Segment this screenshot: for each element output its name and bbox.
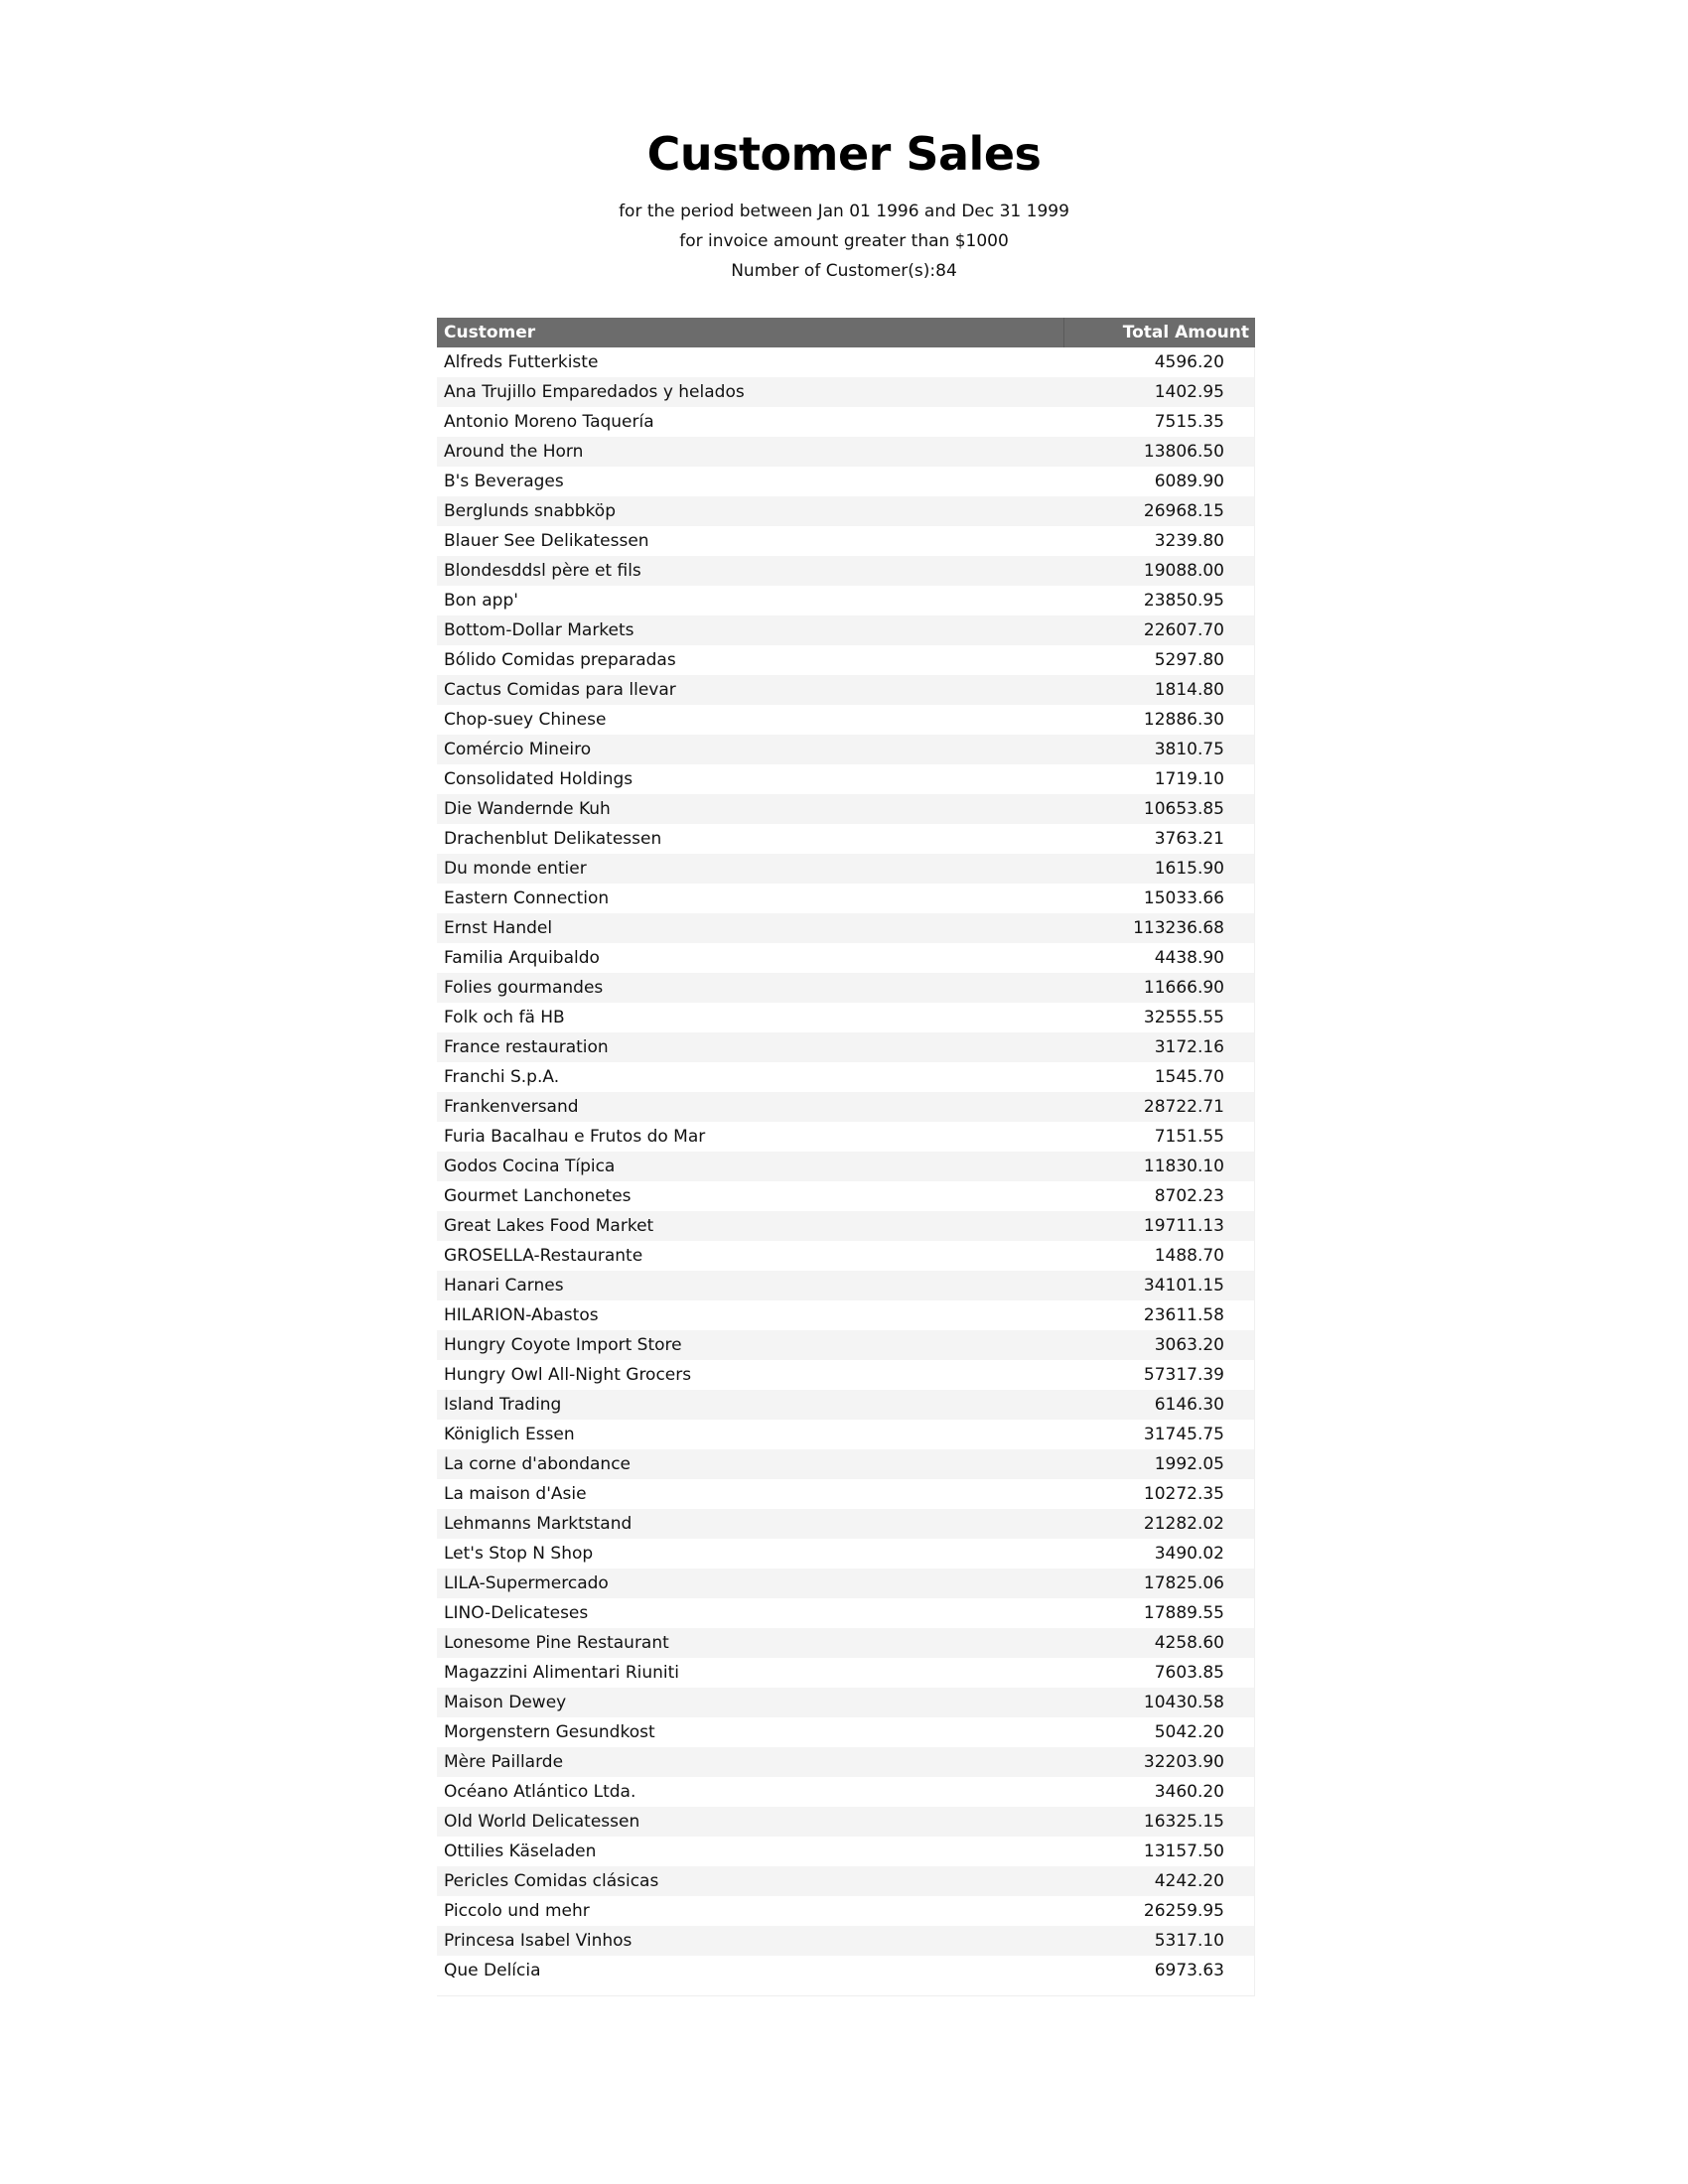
table-row (437, 735, 1254, 764)
table-row (437, 1420, 1254, 1449)
filter-text: for invoice amount greater than $1000 (679, 231, 1009, 251)
total-amount: 10272.35 (1143, 1484, 1224, 1504)
table-row (437, 1837, 1254, 1866)
total-amount: 32555.55 (1143, 1008, 1224, 1027)
total-amount: 31745.75 (1143, 1425, 1224, 1444)
table-row (437, 1807, 1254, 1837)
table-row (437, 1509, 1254, 1539)
table-row (437, 1866, 1254, 1896)
customer-name: Bottom-Dollar Markets (444, 620, 634, 640)
table-row (437, 1777, 1254, 1807)
table-body (437, 347, 1255, 1996)
column-header-total-amount: Total Amount (1122, 323, 1249, 342)
total-amount: 23611.58 (1143, 1305, 1224, 1325)
customer-name: Consolidated Holdings (444, 769, 633, 789)
customer-name: LINO-Delicateses (444, 1603, 589, 1623)
table-row (437, 1926, 1254, 1956)
total-amount: 13806.50 (1143, 442, 1224, 462)
sales-table (437, 318, 1255, 1996)
table-row (437, 1479, 1254, 1509)
total-amount: 19711.13 (1143, 1216, 1224, 1236)
customer-name: Alfreds Futterkiste (444, 352, 599, 372)
total-amount: 1992.05 (1154, 1454, 1224, 1474)
customer-name: Hanari Carnes (444, 1276, 564, 1296)
table-row (437, 1658, 1254, 1688)
total-amount: 10653.85 (1143, 799, 1224, 819)
table-row (437, 615, 1254, 645)
table-row (437, 973, 1254, 1003)
total-amount: 1615.90 (1154, 859, 1224, 879)
customer-name: Eastern Connection (444, 888, 610, 908)
table-row (437, 1628, 1254, 1658)
total-amount: 1545.70 (1154, 1067, 1224, 1087)
total-amount: 7603.85 (1154, 1663, 1224, 1683)
customer-name: B's Beverages (444, 472, 564, 491)
customer-name: France restauration (444, 1037, 609, 1057)
total-amount: 10430.58 (1143, 1693, 1224, 1712)
table-row (437, 1956, 1254, 1985)
table-row (437, 1300, 1254, 1330)
table-row (437, 467, 1254, 496)
report-title: Customer Sales (646, 127, 1042, 181)
total-amount: 19088.00 (1143, 561, 1224, 581)
customer-name: Lehmanns Marktstand (444, 1514, 633, 1534)
customer-name: Familia Arquibaldo (444, 948, 600, 968)
total-amount: 34101.15 (1143, 1276, 1224, 1296)
total-amount: 4438.90 (1154, 948, 1224, 968)
customer-name: Frankenversand (444, 1097, 579, 1117)
table-row (437, 1598, 1254, 1628)
customer-name: Berglunds snabbköp (444, 501, 616, 521)
total-amount: 5297.80 (1154, 650, 1224, 670)
customer-name: Blondesddsl père et fils (444, 561, 641, 581)
total-amount: 13157.50 (1143, 1842, 1224, 1861)
customer-name: Ottilies Käseladen (444, 1842, 597, 1861)
table-row (437, 437, 1254, 467)
customer-name: La corne d'abondance (444, 1454, 632, 1474)
customer-name: Ernst Handel (444, 918, 553, 938)
total-amount: 5042.20 (1154, 1722, 1224, 1742)
period-text: for the period between Jan 01 1996 and Dec 31 1999 (619, 202, 1069, 221)
table-row (437, 1122, 1254, 1152)
total-amount: 6089.90 (1154, 472, 1224, 491)
customer-name: Old World Delicatessen (444, 1812, 640, 1832)
total-amount: 8702.23 (1154, 1186, 1224, 1206)
customer-name: Mère Paillarde (444, 1752, 564, 1772)
table-row (437, 1152, 1254, 1181)
total-amount: 6973.63 (1154, 1961, 1224, 1980)
customer-name: Great Lakes Food Market (444, 1216, 654, 1236)
customer-name: Hungry Owl All-Night Grocers (444, 1365, 692, 1385)
column-header-customer: Customer (437, 318, 1064, 347)
total-amount: 23850.95 (1143, 591, 1224, 611)
total-amount: 12886.30 (1143, 710, 1224, 730)
table-row (437, 645, 1254, 675)
total-amount: 5317.10 (1154, 1931, 1224, 1951)
customer-name: Gourmet Lanchonetes (444, 1186, 632, 1206)
customer-name: Bon app' (444, 591, 518, 611)
table-row (437, 1688, 1254, 1717)
total-amount: 1719.10 (1154, 769, 1224, 789)
table-row (437, 1539, 1254, 1569)
table-row (437, 824, 1254, 854)
table-row (437, 1330, 1254, 1360)
customer-name: Chop-suey Chinese (444, 710, 607, 730)
table-row (437, 1032, 1254, 1062)
table-row (437, 1896, 1254, 1926)
customer-name: Comércio Mineiro (444, 740, 592, 759)
customer-name: Drachenblut Delikatessen (444, 829, 662, 849)
total-amount: 6146.30 (1154, 1395, 1224, 1415)
customer-name: Franchi S.p.A. (444, 1067, 560, 1087)
total-amount: 15033.66 (1143, 888, 1224, 908)
table-row (437, 884, 1254, 913)
total-amount: 4242.20 (1154, 1871, 1224, 1891)
total-amount: 32203.90 (1143, 1752, 1224, 1772)
total-amount: 3490.02 (1154, 1544, 1224, 1564)
total-amount: 3460.20 (1154, 1782, 1224, 1802)
table-row (437, 1569, 1254, 1598)
customer-name: Blauer See Delikatessen (444, 531, 649, 551)
total-amount: 4596.20 (1154, 352, 1224, 372)
total-amount: 3172.16 (1154, 1037, 1224, 1057)
total-amount: 7151.55 (1154, 1127, 1224, 1147)
total-amount: 17825.06 (1143, 1573, 1224, 1593)
total-amount: 3810.75 (1154, 740, 1224, 759)
table-row (437, 1211, 1254, 1241)
total-amount: 28722.71 (1143, 1097, 1224, 1117)
customer-name: GROSELLA-Restaurante (444, 1246, 643, 1266)
total-amount: 7515.35 (1154, 412, 1224, 432)
table-row (437, 943, 1254, 973)
customer-name: Let's Stop N Shop (444, 1544, 594, 1564)
table-row (437, 496, 1254, 526)
total-amount: 11830.10 (1143, 1157, 1224, 1176)
customer-name: Furia Bacalhau e Frutos do Mar (444, 1127, 706, 1147)
customer-name: Hungry Coyote Import Store (444, 1335, 682, 1355)
table-row (437, 1271, 1254, 1300)
total-amount: 1488.70 (1154, 1246, 1224, 1266)
table-row (437, 526, 1254, 556)
total-amount: 3063.20 (1154, 1335, 1224, 1355)
customer-name: Morgenstern Gesundkost (444, 1722, 655, 1742)
total-amount: 22607.70 (1143, 620, 1224, 640)
total-amount: 3763.21 (1154, 829, 1224, 849)
customer-name: Around the Horn (444, 442, 584, 462)
customer-name: Ana Trujillo Emparedados y helados (444, 382, 745, 402)
total-amount: 21282.02 (1143, 1514, 1224, 1534)
table-header (437, 318, 1255, 347)
total-amount: 57317.39 (1143, 1365, 1224, 1385)
total-amount: 3239.80 (1154, 531, 1224, 551)
table-row (437, 913, 1254, 943)
customer-name: Cactus Comidas para llevar (444, 680, 676, 700)
table-row (437, 556, 1254, 586)
customer-name: Königlich Essen (444, 1425, 575, 1444)
customer-name: Maison Dewey (444, 1693, 567, 1712)
customer-name: Godos Cocina Típica (444, 1157, 616, 1176)
customer-name: Bólido Comidas preparadas (444, 650, 676, 670)
table-row (437, 764, 1254, 794)
customer-name: Princesa Isabel Vinhos (444, 1931, 633, 1951)
customer-name: Folies gourmandes (444, 978, 604, 998)
table-row (437, 1390, 1254, 1420)
table-row (437, 794, 1254, 824)
customer-name: LILA-Supermercado (444, 1573, 609, 1593)
customer-count: Number of Customer(s):84 (731, 261, 957, 281)
table-row (437, 1003, 1254, 1032)
table-row (437, 1241, 1254, 1271)
table-row (437, 1181, 1254, 1211)
customer-name: Piccolo und mehr (444, 1901, 590, 1921)
customer-name: Du monde entier (444, 859, 587, 879)
table-row (437, 377, 1254, 407)
total-amount: 113236.68 (1133, 918, 1224, 938)
customer-name: Antonio Moreno Taquería (444, 412, 654, 432)
total-amount: 26968.15 (1143, 501, 1224, 521)
customer-name: Que Delícia (444, 1961, 541, 1980)
total-amount: 1402.95 (1154, 382, 1224, 402)
customer-name: Island Trading (444, 1395, 562, 1415)
total-amount: 11666.90 (1143, 978, 1224, 998)
total-amount: 16325.15 (1143, 1812, 1224, 1832)
table-row (437, 1360, 1254, 1390)
table-row (437, 675, 1254, 705)
customer-name: Océano Atlántico Ltda. (444, 1782, 636, 1802)
table-row (437, 1062, 1254, 1092)
customer-name: Die Wandernde Kuh (444, 799, 611, 819)
table-row (437, 1747, 1254, 1777)
customer-name: HILARION-Abastos (444, 1305, 599, 1325)
table-row (437, 1449, 1254, 1479)
customer-name: Folk och fä HB (444, 1008, 565, 1027)
customer-name: Magazzini Alimentari Riuniti (444, 1663, 680, 1683)
customer-name: Lonesome Pine Restaurant (444, 1633, 669, 1653)
table-row (437, 407, 1254, 437)
table-row (437, 1717, 1254, 1747)
customer-name: La maison d'Asie (444, 1484, 587, 1504)
table-row (437, 705, 1254, 735)
total-amount: 26259.95 (1143, 1901, 1224, 1921)
total-amount: 4258.60 (1154, 1633, 1224, 1653)
table-row (437, 854, 1254, 884)
table-row (437, 347, 1254, 377)
total-amount: 1814.80 (1154, 680, 1224, 700)
customer-name: Pericles Comidas clásicas (444, 1871, 659, 1891)
total-amount: 17889.55 (1143, 1603, 1224, 1623)
table-row (437, 586, 1254, 615)
table-row (437, 1092, 1254, 1122)
